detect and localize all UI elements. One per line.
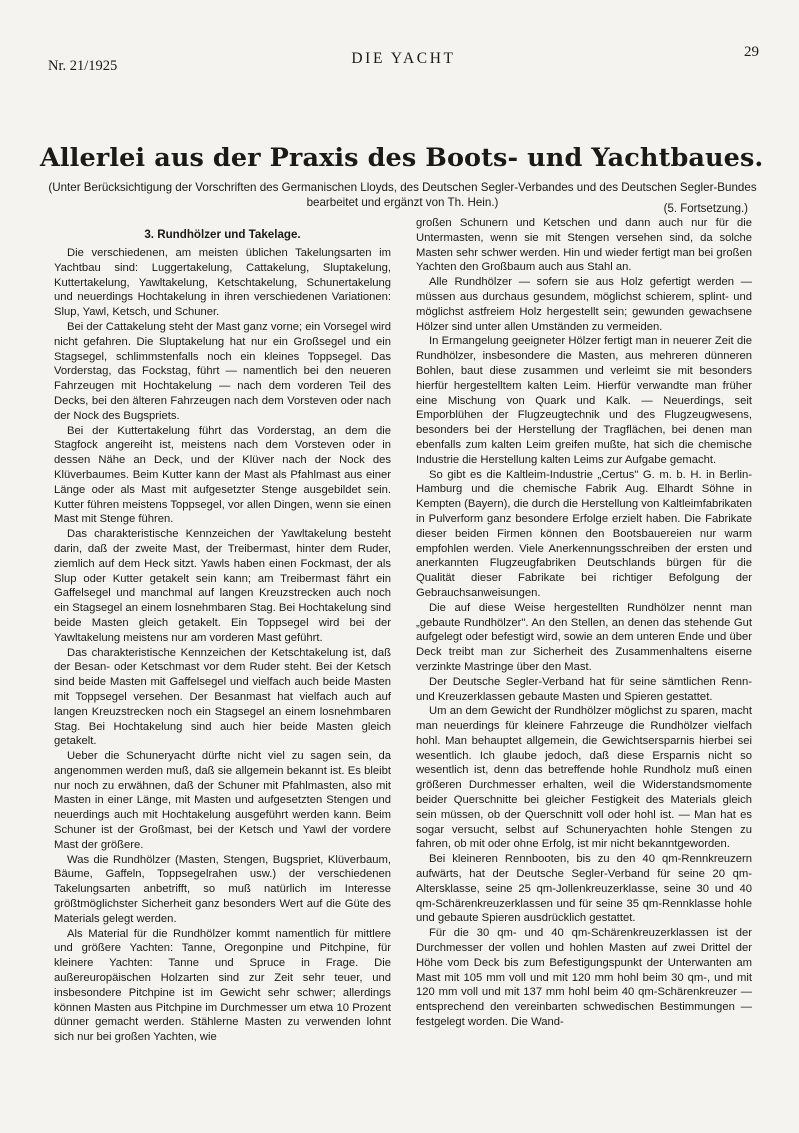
paragraph: Ueber die Schuneryacht dürfte nicht viel zu sagen sein, da angenommen werden muß, daß sie allgemein bekannt ist. Es bleibt nur noch zu erwähnen, daß der Schuner mit Pfahlmasten, also mit Masten in einer Länge, mit Masten und aufgesetzten Stengen und neuerdings auch mit Hochtakelung ausgeführt werden kann. Beim Schuner ist der Großmast, bei der Ketsch und Yawl der vordere Mast der größere. [54,750,391,851]
paragraph: großen Schunern und Ketschen und dann auch nur für die Untermasten, wenn sie mit Stengen versehen sind, da solche Masten sehr schwer werden. Hin und wieder fertigt man bei großen Yachten den Großbaum auch aus Stahl an. [416,217,752,274]
page-number: 29 [744,44,759,60]
section-heading: 3. Rundhölzer und Takelage. [144,228,301,241]
subtitle-line: (Unter Berücksichtigung der Vorschriften des Germanischen Lloyds, des Deutschen Segler-Verbandes und des Deutschen Segler-Bundes [48,181,757,194]
article-title: Allerlei aus der Praxis des Boots- und Yachtbaues. [40,143,764,173]
paragraph: Als Material für die Rundhölzer kommt namentlich für mittlere und größere Yachten: Tanne, Oregonpine und Pitchpine, für kleinere Yachten: Tanne und Spruce in Frage. Die außereuropäischen Holzarten sind zur Zeit sehr teuer, und insbesondere Pitchpine ist im Gewicht sehr schwer; allerdings können Masten aus Pitchpine im Durchmesser um etwa 10 Prozent dünner gemacht werden. Stählerne Masten zu verwenden lohnt sich nur bei großen Yachten, wie [54,927,391,1044]
paragraph: So gibt es die Kaltleim-Industrie „Certus" G. m. b. H. in Berlin-Hamburg und die chemische Fabrik Aug. Elhardt Söhne in Kempten (Bayern), die durch die Herstellung von Kaltleimfabrikaten in Pulverform ganz besondere Erfolge erzielt haben. Die Fabrikate dieser beiden Firmen können den Bootsbauereien nur warm empfohlen werden. Viele Anerkennungsschreiben der ersten und anerkannten Flugzeugfabriken Deutschlands bürgen für die Qualität dieser Fabrikate bei richtiger Befolgung der Gebrauchsanweisungen. [416,468,752,599]
paragraph: Das charakteristische Kennzeichen der Yawltakelung besteht darin, daß der zweite Mast, der Treibermast, hinter dem Ruder, ziemlich auf dem Heck sitzt. Yawls haben einen Fockmast, der als Slup oder Kutter getakelt sein kann; am Treibermast fährt ein Gaffelsegel und manchmal auf langen Kreuzstrecken auch noch ein Stagsegel an einem losnehmbaren Stag. Bei Hochtakelung sind beide Masten gleich getakelt. Ein Toppsegel wird bei der Yawltakelung meistens nur am vorderen Mast geführt. [54,528,391,644]
page-header [48,44,759,74]
paragraph: Bei kleineren Rennbooten, bis zu den 40 qm-Rennkreuzern aufwärts, hat der Deutsche Segler-Verband für seine 20 qm-Altersklasse, seine 25 qm-Jollenkreuzerklasse, seine 30 und 40 qm-Schärenkreuzerklassen und für seine 35 qm-Rennklasse hohle und gebaute Spieren ausdrücklich gestattet. [416,853,752,925]
paragraph: Für die 30 qm- und 40 qm-Schärenkreuzerklassen ist der Durchmesser der vollen und hohlen Masten auf zwei Drittel der Höhe vom Deck bis zum Befestigungspunkt der Unterwanten am Mast mit 105 mm voll und mit 120 mm hohl beim 30 qm-, und mit 120 mm voll und mit 137 mm hohl beim 40 qm-Schärenkreuzer — entsprechend den vereinbarten schwedischen Bestimmungen — festgelegt worden. Die Wand- [416,927,752,1029]
paragraph: Bei der Kuttertakelung führt das Vorderstag, an dem die Stagfock angereiht ist, meistens nach dem Vorsteven oder in dessen Nähe an Deck, und der Klüver nach der Nock des Klüverbaumes. Beim Kutter kann der Mast als Pfahlmast aus einer Länge oder als Mast mit aufgesetzter Stenge ausgebildet sein. Kutter führen meistens Toppsegel, vor allen Dingen, wenn sie einen Mast mit Stenge führen. [54,424,391,526]
paragraph: Die auf diese Weise hergestellten Rundhölzer nennt man „gebaute Rundhölzer". An den Stellen, an denen das stehende Gut aufgelegt oder befestigt wird, sowie an dem unteren Ende und über Deck treibt man zur Sicherheit des Zusammenhaltens eiserne verzinkte Mastringe über den Mast. [416,601,752,673]
paragraph: Um an dem Gewicht der Rundhölzer möglichst zu sparen, macht man neuerdings für kleinere Fahrzeuge die Rundhölzer vielfach hohl. Man behauptet allgemein, die Gewichtsersparnis hierbei sei wesentlich. Ich glaube jedoch, daß diese Ersparnis nicht so wesentlich ist, denn das betreffende hohle Rundholz muß einen größeren Durchmesser erhalten, weil die Widerstandsmomente beider Querschnitte bei gleicher Festigkeit des Materials gleich sein müssen, ob der Querschnitt voll oder hohl ist. — Man hat es sogar versucht, selbst auf Schuneryachten hohle Stengen zu fahren, ob mit oder ohne Erfolg, ist mir nicht bekanntgeworden. [416,705,752,851]
paragraph: Bei der Cattakelung steht der Mast ganz vorne; ein Vorsegel wird nicht gefahren. Die Sluptakelung hat nur ein Großsegel und ein Stagsegel, schlimmstenfalls noch ein kleines Toppsegel. Das Vorderstag, das Fockstag, führt — namentlich bei den neueren Fahrzeugen mit Hochtakelung — nach dem vorderen Teil des Decks, bei den älteren Fahrzeugen nach dem Vorsteven oder nach der Nock des Bugspriets. [54,320,391,422]
left-column [54,227,391,1045]
paragraph: Die verschiedenen, am meisten üblichen Takelungsarten im Yachtbau sind: Luggertakelung, Cattakelung, Sluptakelung, Kuttertakelung, Yawltakelung, Ketschtakelung, Schunertakelung und neuerdings Hochtakelung in ihren verschiedenen Variationen: Slup, Yawl, Ketsch, und Schuner. [54,247,391,319]
paragraph: In Ermangelung geeigneter Hölzer fertigt man in neuerer Zeit die Rundhölzer, insbesondere die Masten, aus mehreren dünneren Bohlen, baut diese zusammen und verleimt sie mit besonders hierfür hergestelltem kalten Leim. Hierfür verwandte man früher eine Mischung von Quark und Kalk. — Neuerdings, seit Emporblühen der Flugzeugtechnik und des Flugzeugwesens, besonders bei der Herstellung der Tragflächen, bei denen man ebenfalls zum kalten Leim greifen mußte, hat sich die chemische Industrie die Herstellung kalten Leims zur Aufgabe gemacht. [416,335,752,466]
subtitle-line: bearbeitet und ergänzt von Th. Hein.) [306,196,499,209]
magazine-name: DIE YACHT [351,50,456,67]
paragraph: Der Deutsche Segler-Verband hat für seine sämtlichen Renn- und Kreuzerklassen gebaute Masten und Spieren gestattet. [416,675,752,703]
right-column [416,216,752,1030]
issue-number: Nr. 21/1925 [48,58,118,74]
continuation-note: (5. Fortsetzung.) [663,203,748,215]
paragraph: Was die Rundhölzer (Masten, Stengen, Bugspriet, Klüverbaum, Bäume, Gaffeln, Toppsegelrahen usw.) der verschiedenen Takelungsarten anbetrifft, so muß natürlich im Interesse größtmöglichster Sicherheit ganz besonders Wert auf die Güte des Materials gelegt werden. [54,853,391,925]
article-subtitle [36,180,769,210]
paragraph: Das charakteristische Kennzeichen der Ketschtakelung ist, daß der Besan- oder Ketschmast vor dem Ruder steht. Bei der Ketsch sind beide Masten mit Gaffelsegel und vielfach auch beide Masten mit Toppsegel versehen. Der Besanmast hat vielfach auch auf langen Kreuzstrecken noch ein Stagsegel an einem losnehmbaren Stag. Bei Hochtakelung sind auch hier beide Masten gleich getakelt. [54,646,391,748]
paragraph: Alle Rundhölzer — sofern sie aus Holz gefertigt werden — müssen aus durchaus gesundem, möglichst schierem, splint- und möglichst astfreiem Holz hergestellt sein; gewunden gewachsene Hölzer sind unter allen Umständen zu vermeiden. [416,276,752,333]
